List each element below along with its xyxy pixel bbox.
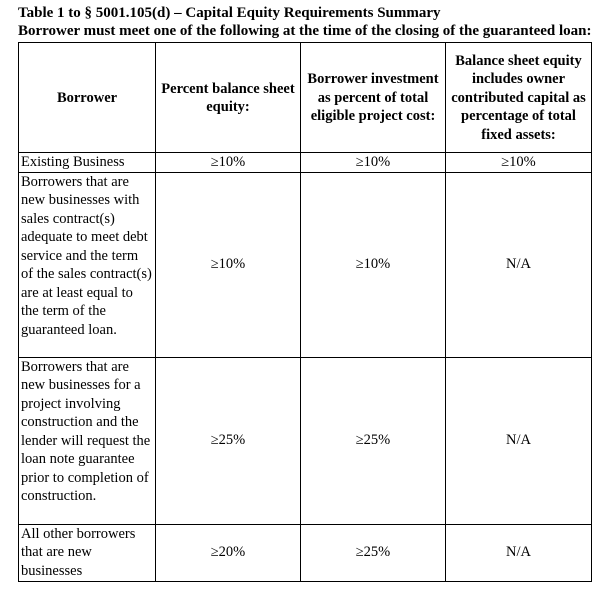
table-row xyxy=(19,524,592,581)
balance-sheet-equity-cell: ≥10% xyxy=(156,153,301,173)
owner-contributed-capital-cell: ≥10% xyxy=(446,153,592,173)
table-title: Table 1 to § 5001.105(d) – Capital Equity Requirements Summary xyxy=(18,5,441,21)
header-borrower: Borrower xyxy=(19,43,156,153)
owner-contributed-capital-cell: N/A xyxy=(446,172,592,357)
table-row xyxy=(19,172,592,357)
balance-sheet-equity-cell: ≥25% xyxy=(156,357,301,524)
borrower-investment-cell: ≥10% xyxy=(301,172,446,357)
borrower-cell: All other borrowers that are new businesses xyxy=(19,524,156,581)
borrower-investment-cell: ≥10% xyxy=(301,153,446,173)
header-borrower-investment: Borrower investment as percent of total eligible project cost: xyxy=(301,43,446,153)
capital-equity-table xyxy=(18,42,592,582)
header-row xyxy=(19,43,592,153)
borrower-cell: Borrowers that are new businesses for a project involving construction and the lender will request the loan note guarantee prior to completion of construction. xyxy=(19,357,156,524)
table-row xyxy=(19,357,592,524)
owner-contributed-capital-cell: N/A xyxy=(446,357,592,524)
borrower-investment-cell: ≥25% xyxy=(301,357,446,524)
owner-contributed-capital-cell: N/A xyxy=(446,524,592,581)
borrower-cell: Existing Business xyxy=(19,153,156,173)
table-heading xyxy=(18,4,603,40)
table-row xyxy=(19,153,592,173)
header-balance-sheet-equity: Percent balance sheet equity: xyxy=(156,43,301,153)
balance-sheet-equity-cell: ≥20% xyxy=(156,524,301,581)
table-subtitle: Borrower must meet one of the following at the time of the closing of the guaranteed loan: xyxy=(18,23,592,39)
borrower-investment-cell: ≥25% xyxy=(301,524,446,581)
header-owner-contributed-capital: Balance sheet equity includes owner contributed capital as percentage of total fixed assets: xyxy=(446,43,592,153)
borrower-cell: Borrowers that are new businesses with sales contract(s) adequate to meet debt service and the term of the sales contract(s) are at least equal to the term of the guaranteed loan. xyxy=(19,172,156,357)
balance-sheet-equity-cell: ≥10% xyxy=(156,172,301,357)
